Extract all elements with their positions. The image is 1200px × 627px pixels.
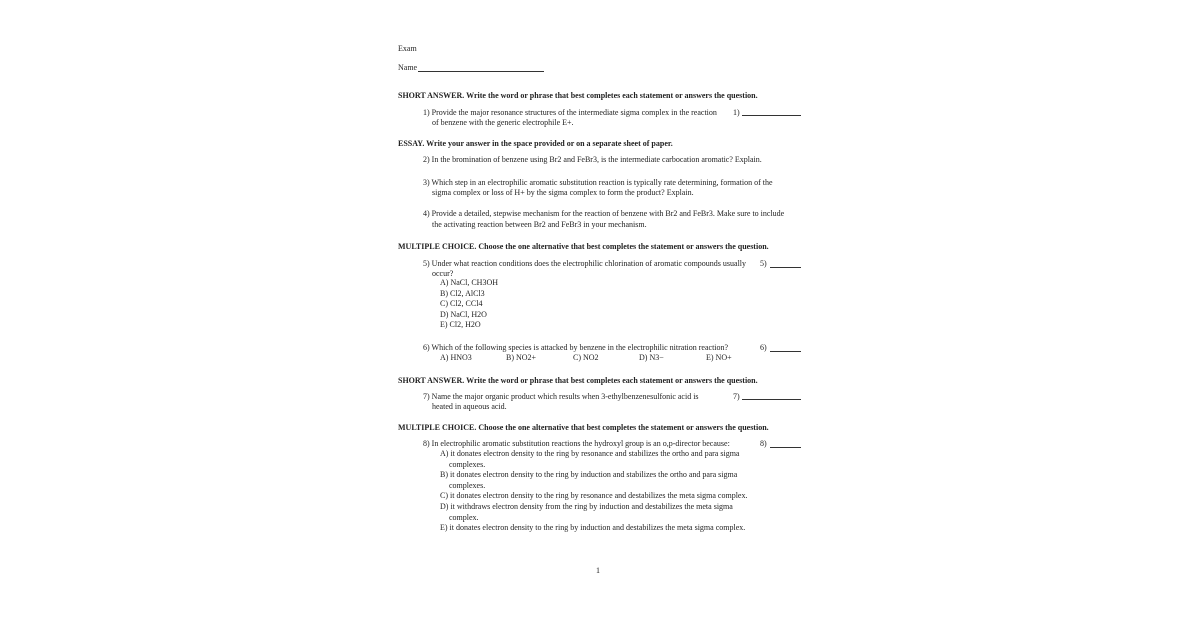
question-5-option-c: C) Cl2, CCl4	[440, 299, 483, 308]
answer-7-number: 7)	[733, 392, 740, 401]
exam-label: Exam	[398, 44, 417, 53]
question-5-line-1: 5) Under what reaction conditions does the electrophilic chlorination of aromatic compounds usually	[423, 259, 747, 268]
question-6-option-c: C) NO2	[573, 353, 599, 362]
question-8-option-e: E) it donates electron density to the ring by induction and destabilizes the meta sigma complex.	[440, 523, 746, 532]
section-header-short-answer-2: SHORT ANSWER. Write the word or phrase that best completes each statement or answers the question.	[398, 376, 758, 385]
question-8-option-a: A) it donates electron density to the ring by resonance and stabilizes the ortho and para sigma	[440, 449, 740, 458]
question-5-line-2: occur?	[432, 269, 454, 278]
question-1-line-2: of benzene with the generic electrophile E+.	[432, 118, 574, 127]
answer-8-line[interactable]	[770, 447, 801, 448]
question-6-option-d: D) N3−	[639, 353, 664, 362]
section-header-multiple-choice-2: MULTIPLE CHOICE. Choose the one alternative that best completes the statement or answers the question.	[398, 423, 769, 432]
question-6-option-a: A) HNO3	[440, 353, 472, 362]
question-6-option-e: E) NO+	[706, 353, 732, 362]
answer-6-number: 6)	[760, 343, 767, 352]
question-5-option-a: A) NaCl, CH3OH	[440, 278, 498, 287]
question-8-line-1: 8) In electrophilic aromatic substitution reactions the hydroxyl group is an o,p-director because:	[423, 439, 730, 448]
name-field-line[interactable]	[418, 71, 544, 72]
answer-1-number: 1)	[733, 108, 740, 117]
question-7-line-2: heated in aqueous acid.	[432, 402, 507, 411]
question-4-line-1: 4) Provide a detailed, stepwise mechanism for the reaction of benzene with Br2 and FeBr3. Make sure to include	[423, 209, 785, 218]
question-3-line-1: 3) Which step in an electrophilic aromatic substitution reaction is typically rate determining, formation of the	[423, 178, 773, 187]
question-5-option-d: D) NaCl, H2O	[440, 310, 487, 319]
question-7-line-1: 7) Name the major organic product which results when 3-ethylbenzenesulfonic acid is	[423, 392, 699, 401]
section-header-short-answer-1: SHORT ANSWER. Write the word or phrase that best completes each statement or answers the question.	[398, 91, 758, 100]
question-2-line-1: 2) In the bromination of benzene using Br2 and FeBr3, is the intermediate carbocation aromatic? Explain.	[423, 155, 762, 164]
question-1-line-1: 1) Provide the major resonance structures of the intermediate sigma complex in the reaction	[423, 108, 717, 117]
page-number: 1	[596, 566, 600, 575]
question-8-option-d: D) it withdraws electron density from the ring by induction and destabilizes the meta sigma	[440, 502, 733, 511]
answer-5-number: 5)	[760, 259, 767, 268]
question-6-option-b: B) NO2+	[506, 353, 537, 362]
question-8-option-c: C) it donates electron density to the ring by resonance and destabilizes the meta sigma complex.	[440, 491, 748, 500]
answer-8-number: 8)	[760, 439, 767, 448]
question-8-option-b: B) it donates electron density to the ring by induction and stabilizes the ortho and para sigma	[440, 470, 738, 479]
question-6-line-1: 6) Which of the following species is attacked by benzene in the electrophilic nitration reaction?	[423, 343, 729, 352]
question-8-option-b-cont: complexes.	[449, 481, 486, 490]
answer-1-line[interactable]	[742, 115, 801, 116]
answer-7-line[interactable]	[742, 399, 801, 400]
section-header-multiple-choice-1: MULTIPLE CHOICE. Choose the one alternative that best completes the statement or answers the question.	[398, 242, 769, 251]
question-8-option-a-cont: complexes.	[449, 460, 486, 469]
section-header-essay: ESSAY. Write your answer in the space provided or on a separate sheet of paper.	[398, 139, 673, 148]
question-4-line-2: the activating reaction between Br2 and FeBr3 in your mechanism.	[432, 220, 647, 229]
question-3-line-2: sigma complex or loss of H+ by the sigma complex to form the product? Explain.	[432, 188, 694, 197]
question-5-option-b: B) Cl2, AlCl3	[440, 289, 485, 298]
name-label: Name	[398, 63, 418, 72]
answer-6-line[interactable]	[770, 351, 801, 352]
question-5-option-e: E) Cl2, H2O	[440, 320, 481, 329]
question-8-option-d-cont: complex.	[449, 513, 479, 522]
answer-5-line[interactable]	[770, 267, 801, 268]
